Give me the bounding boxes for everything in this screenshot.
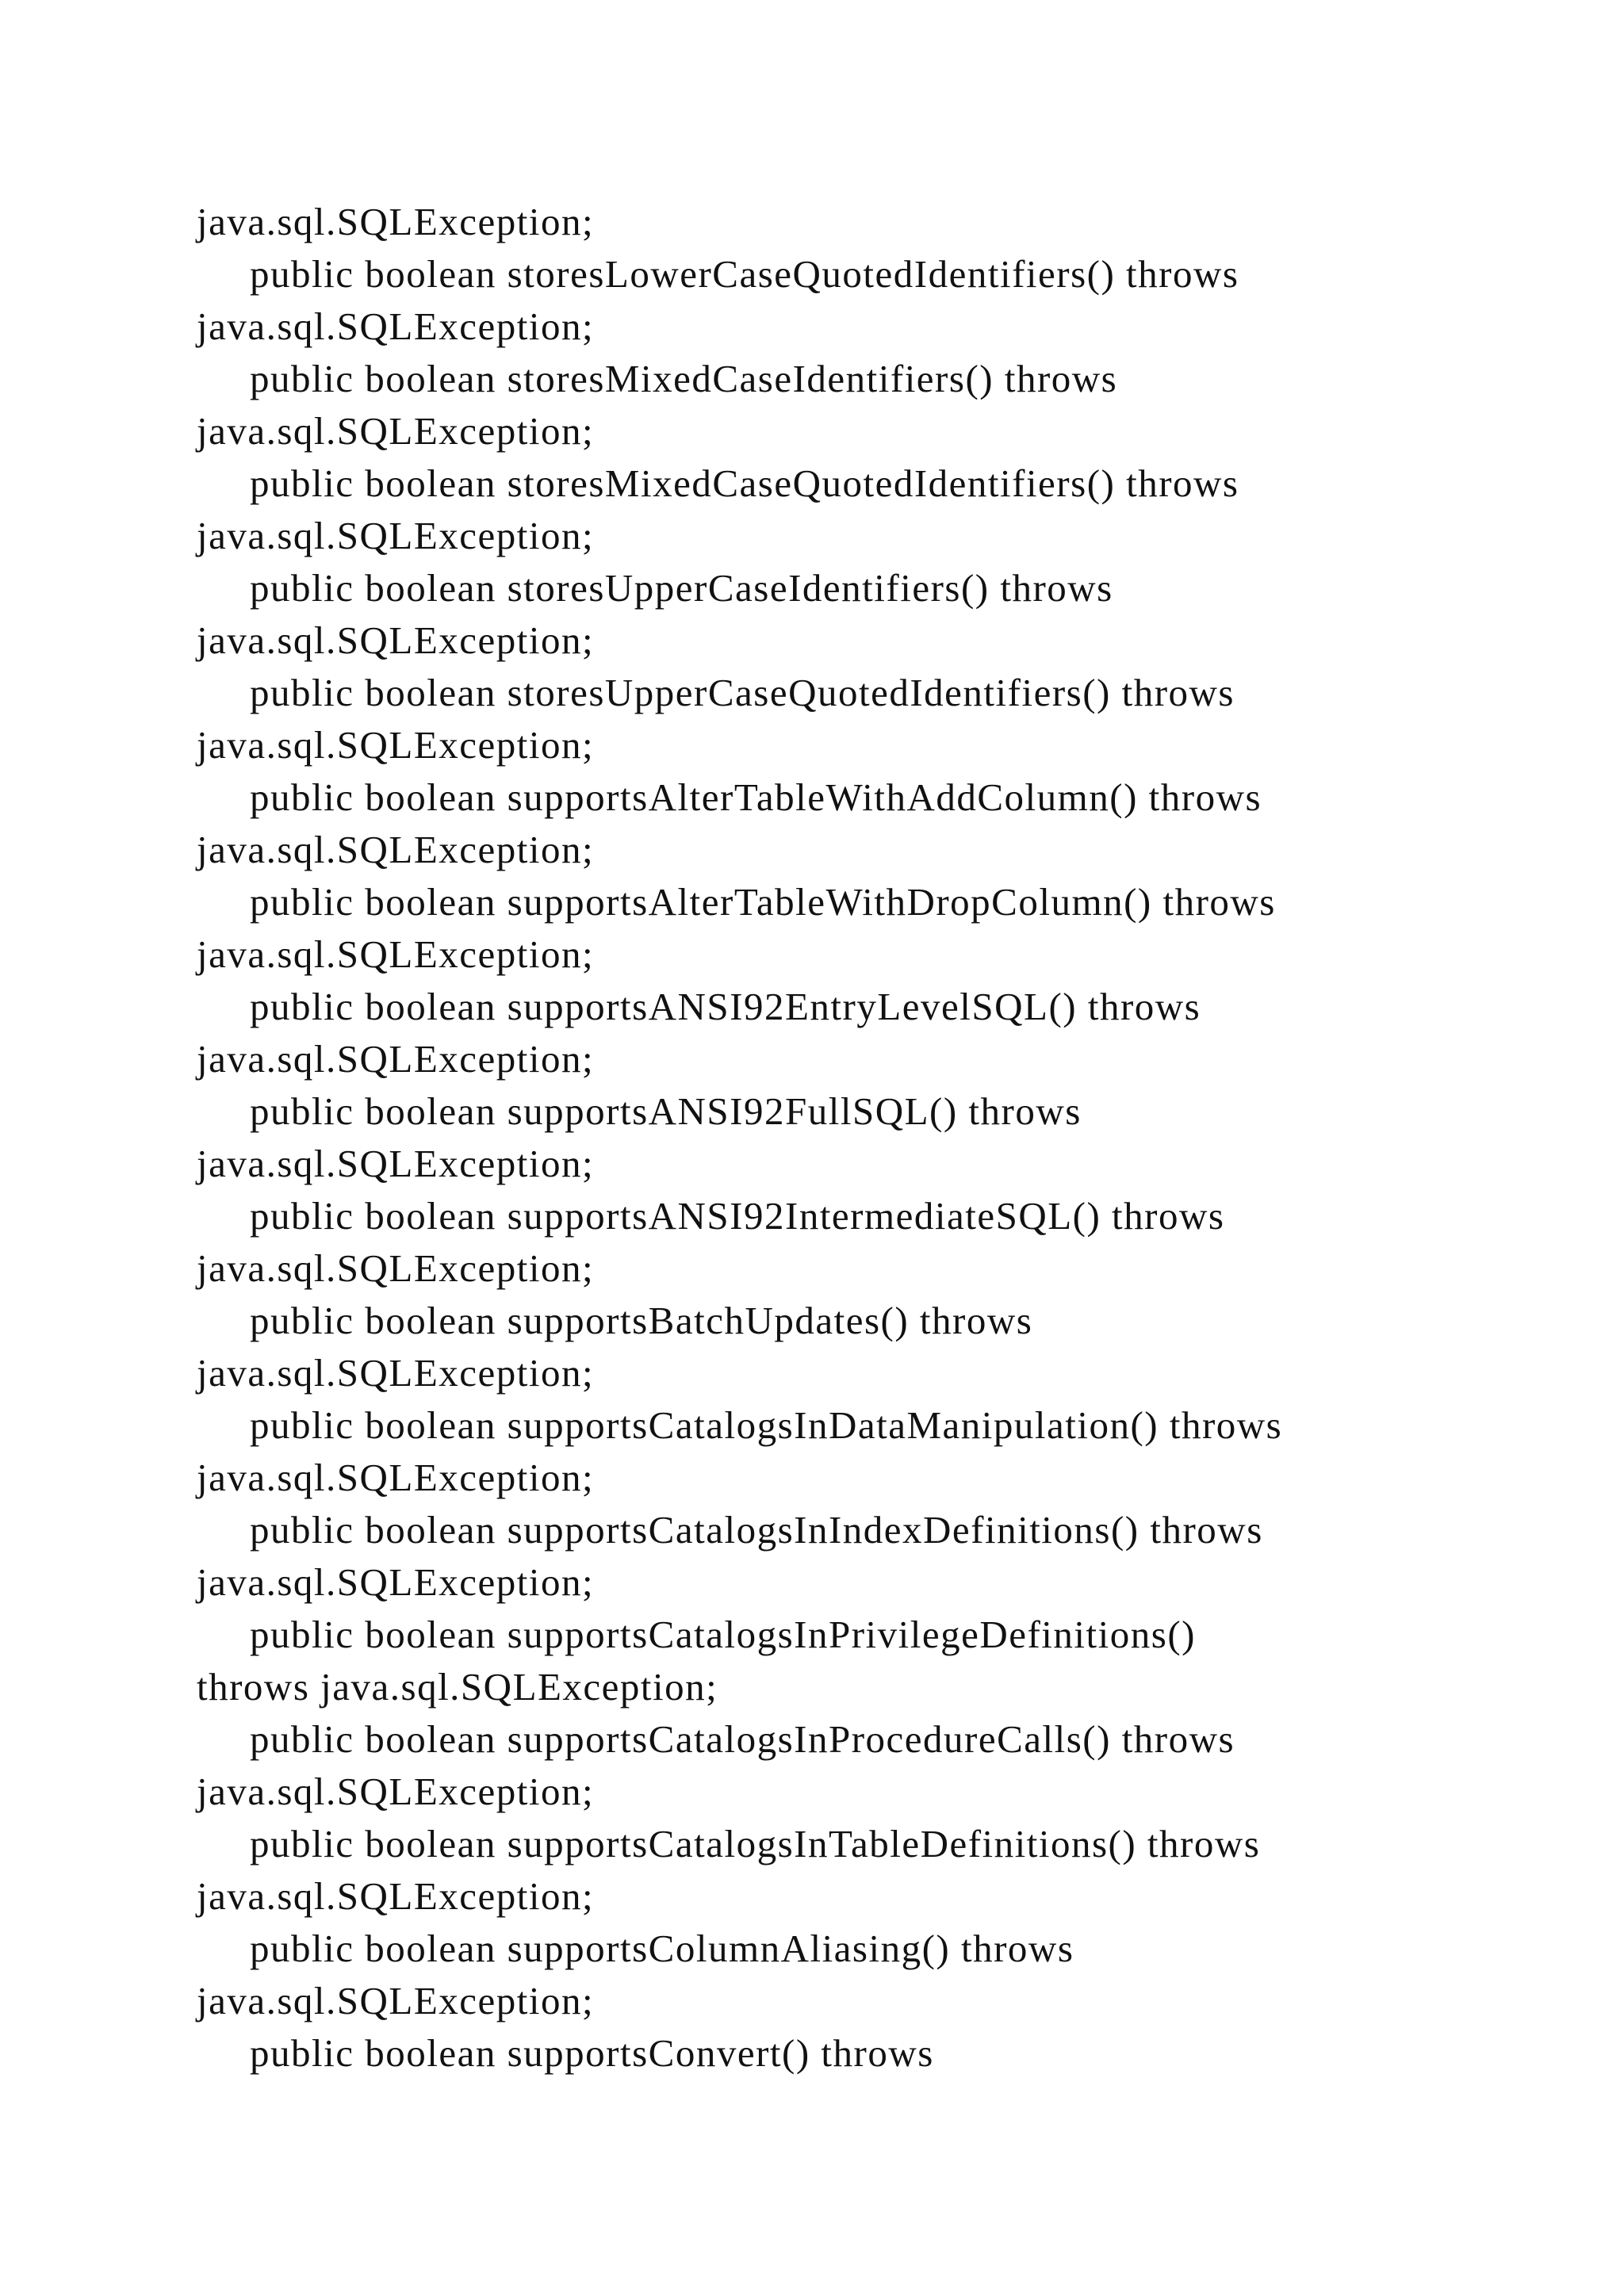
text-line: java.sql.SQLException; <box>197 514 595 557</box>
text-line: public boolean storesUpperCaseIdentifiers() throws <box>250 566 1113 610</box>
text-line: public boolean supportsANSI92FullSQL() throws <box>250 1089 1082 1133</box>
text-line: java.sql.SQLException; <box>197 1246 595 1290</box>
text-line: public boolean supportsCatalogsInIndexDefinitions() throws <box>250 1508 1263 1552</box>
text-line: public boolean supportsANSI92EntryLevelSQL() throws <box>250 985 1201 1028</box>
text-line: java.sql.SQLException; <box>197 1979 595 2022</box>
document-text <box>197 196 1545 2080</box>
text-line: java.sql.SQLException; <box>197 409 595 453</box>
text-line: public boolean supportsCatalogsInTableDefinitions() throws <box>250 1822 1261 1866</box>
text-line: java.sql.SQLException; <box>197 932 595 976</box>
text-line: throws java.sql.SQLException; <box>197 1665 718 1709</box>
text-line: public boolean storesUpperCaseQuotedIdentifiers() throws <box>250 671 1235 714</box>
text-line: java.sql.SQLException; <box>197 1037 595 1081</box>
text-line: public boolean supportsCatalogsInPrivilegeDefinitions() <box>250 1613 1196 1656</box>
text-line: java.sql.SQLException; <box>197 1142 595 1185</box>
text-line: public boolean storesMixedCaseQuotedIdentifiers() throws <box>250 461 1239 505</box>
text-line: java.sql.SQLException; <box>197 1874 595 1918</box>
text-line: java.sql.SQLException; <box>197 618 595 662</box>
text-line: java.sql.SQLException; <box>197 1351 595 1395</box>
text-line: public boolean supportsCatalogsInProcedureCalls() throws <box>250 1717 1235 1761</box>
text-line: java.sql.SQLException; <box>197 1560 595 1604</box>
text-line: java.sql.SQLException; <box>197 723 595 767</box>
text-line: java.sql.SQLException; <box>197 200 595 243</box>
text-line: public boolean supportsConvert() throws <box>250 2031 934 2075</box>
text-line: public boolean supportsAlterTableWithAddColumn() throws <box>250 775 1262 819</box>
text-line: public boolean supportsBatchUpdates() throws <box>250 1299 1033 1342</box>
text-line: public boolean supportsAlterTableWithDropColumn() throws <box>250 880 1276 924</box>
text-line: public boolean supportsCatalogsInDataManipulation() throws <box>250 1403 1283 1447</box>
text-line: public boolean storesLowerCaseQuotedIdentifiers() throws <box>250 252 1239 296</box>
text-line: public boolean supportsColumnAliasing() throws <box>250 1927 1074 1970</box>
text-line: public boolean storesMixedCaseIdentifiers() throws <box>250 357 1118 400</box>
text-line: java.sql.SQLException; <box>197 828 595 871</box>
text-line: java.sql.SQLException; <box>197 1770 595 1813</box>
text-line: public boolean supportsANSI92IntermediateSQL() throws <box>250 1194 1225 1238</box>
text-line: java.sql.SQLException; <box>197 304 595 348</box>
text-line: java.sql.SQLException; <box>197 1456 595 1499</box>
